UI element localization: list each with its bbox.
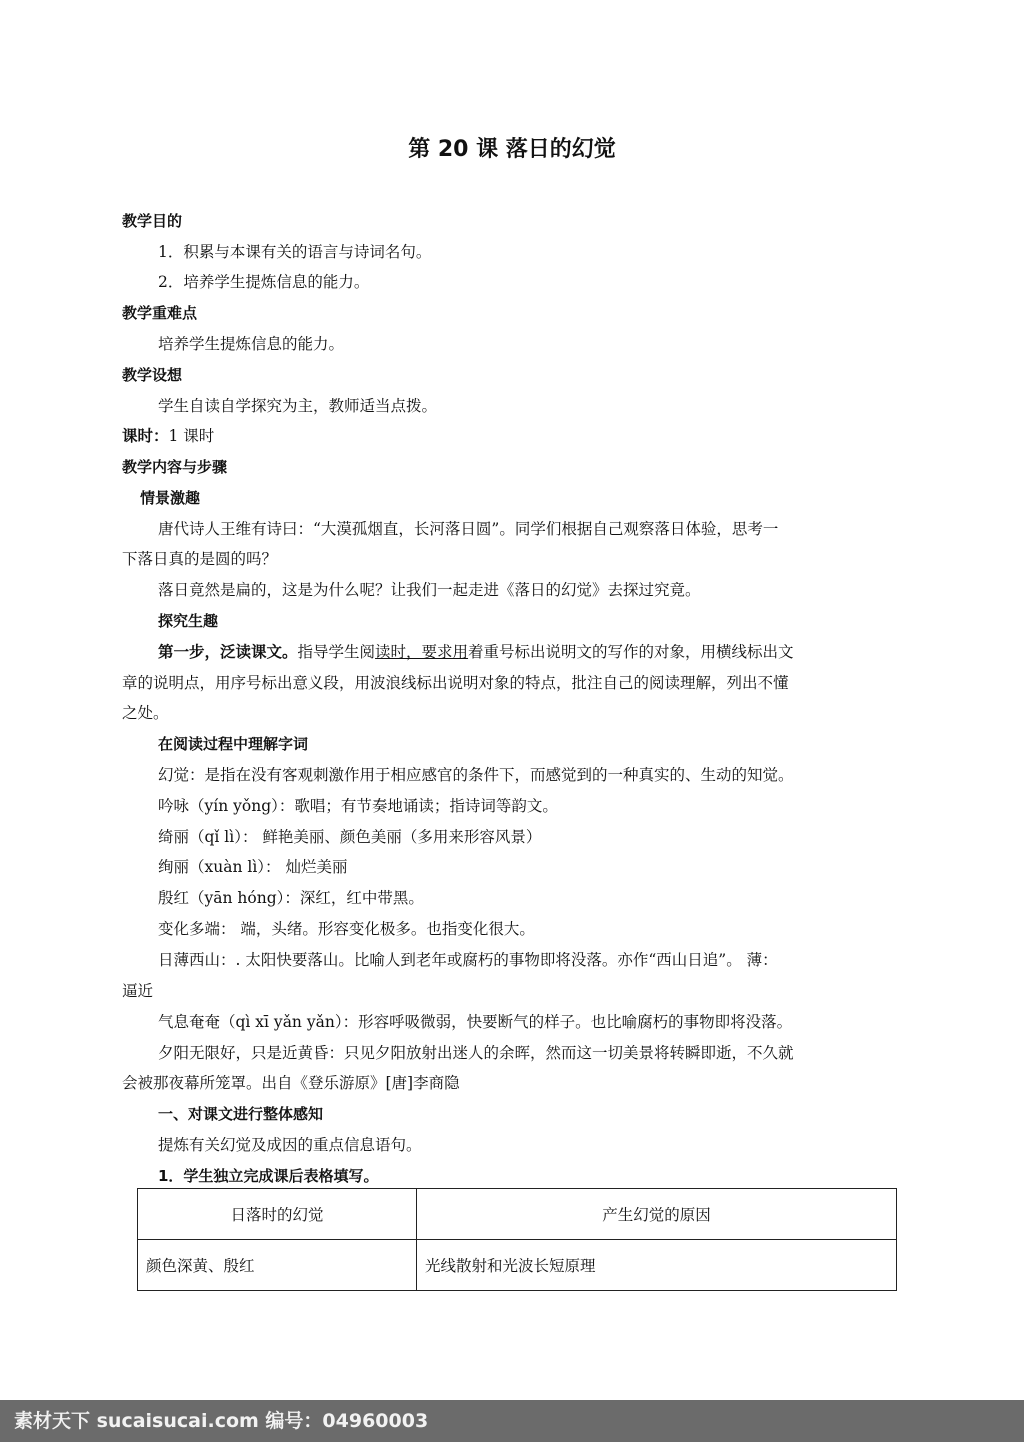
scene-paragraph-2: 落日竟然是扁的，这是为什么呢？让我们一起走进《落日的幻觉》去探过究竟。 (158, 581, 701, 599)
scene-heading: 情景激趣 (140, 489, 201, 507)
objectives-heading: 教学目的 (122, 212, 183, 230)
keypoints-heading: 教学重难点 (122, 304, 198, 322)
vocab-item-2: 吟咏（yín yǒng）：歌唱；有节奏地诵读；指诗词等韵文。 (158, 797, 558, 815)
table-header-cell: 日落时的幻觉 (138, 1189, 417, 1240)
step1-text-post: 着重号标出说明文的写作的对象，用横线标出文 (468, 643, 794, 661)
step1-bold-lead: 第一步，泛读课文。 (158, 643, 298, 661)
vocab-item-7-line-2: 逼近 (122, 982, 154, 1000)
vocab-item-5: 殷红（yān hóng）：深红，红中带黑。 (158, 889, 424, 907)
explore-heading: 探究生趣 (158, 612, 219, 630)
table-header-cell: 产生幻觉的原因 (417, 1189, 897, 1240)
objective-2: 2．培养学生提炼信息的能力。 (158, 273, 370, 291)
class-hours-value: 1 课时 (168, 427, 215, 445)
vocab-item-7-line-1: 日薄西山：. 太阳快要落山。比喻人到老年或腐朽的事物即将没落。亦作“西山日追”。 薄： (158, 951, 778, 969)
vocab-heading: 在阅读过程中理解字词 (158, 735, 309, 753)
scene-paragraph-1-line-1: 唐代诗人王维有诗曰：“大漠孤烟直，长河落日圆”。同学们根据自己观察落日体验，思考一 (158, 520, 779, 538)
vocab-item-8: 气息奄奄（qì xī yǎn yǎn）：形容呼吸微弱，快要断气的样子。也比喻腐朽的事物即将没落。 (158, 1013, 793, 1031)
vocab-item-1: 幻觉：是指在没有客观刺激作用于相应感官的条件下，而感觉到的一种真实的、生动的知觉。 (158, 766, 794, 784)
vocab-item-9-line-2: 会被那夜幕所笼罩。出自《登乐游原》[唐]李商隐 (122, 1074, 460, 1092)
step1-underlined-text: 读时，要求用 (375, 643, 469, 661)
table-cell: 颜色深黄、殷红 (138, 1240, 417, 1291)
scene-paragraph-1-line-2: 下落日真的是圆的吗？ (122, 550, 278, 568)
vocab-item-9-line-1: 夕阳无限好，只是近黄昏：只见夕阳放射出迷人的余晖，然而这一切美景将转瞬即逝，不久就 (158, 1044, 794, 1062)
design-heading: 教学设想 (122, 366, 183, 384)
design-text: 学生自读自学探究为主，教师适当点拨。 (158, 397, 438, 415)
table-header-row (138, 1189, 897, 1240)
page-title: 第 20 课 落日的幻觉 (408, 137, 616, 162)
keypoints-text: 培养学生提炼信息的能力。 (158, 335, 345, 353)
table-cell: 光线散射和光波长短原理 (417, 1240, 897, 1291)
illusion-table (137, 1188, 897, 1291)
content-heading: 教学内容与步骤 (122, 458, 228, 476)
table-row (138, 1240, 897, 1291)
step1-text-pre: 指导学生阅 (297, 643, 376, 661)
class-hours (122, 425, 214, 447)
task1-heading: 1．学生独立完成课后表格填写。 (158, 1167, 379, 1185)
step1-line-3: 之处。 (122, 704, 169, 722)
vocab-item-4: 绚丽（xuàn lì）： 灿烂美丽 (158, 858, 348, 876)
step1-line-1 (158, 641, 794, 663)
vocab-item-6: 变化多端： 端，头绪。形容变化极多。也指变化很大。 (158, 920, 535, 938)
section1-heading: 一、对课文进行整体感知 (158, 1105, 324, 1123)
step1-line-2: 章的说明点，用序号标出意义段，用波浪线标出说明对象的特点，批注自己的阅读理解，列出不懂 (122, 674, 789, 692)
objective-1: 1．积累与本课有关的语言与诗词名句。 (158, 243, 432, 261)
class-hours-label: 课时： (122, 427, 169, 445)
vocab-item-3: 绮丽（qǐ lì）： 鲜艳美丽、颜色美丽（多用来形容风景） (158, 828, 542, 846)
watermark-bar: 素材天下 sucaisucai.com 编号：04960003 (0, 1400, 1024, 1442)
section1-text: 提炼有关幻觉及成因的重点信息语句。 (158, 1136, 422, 1154)
